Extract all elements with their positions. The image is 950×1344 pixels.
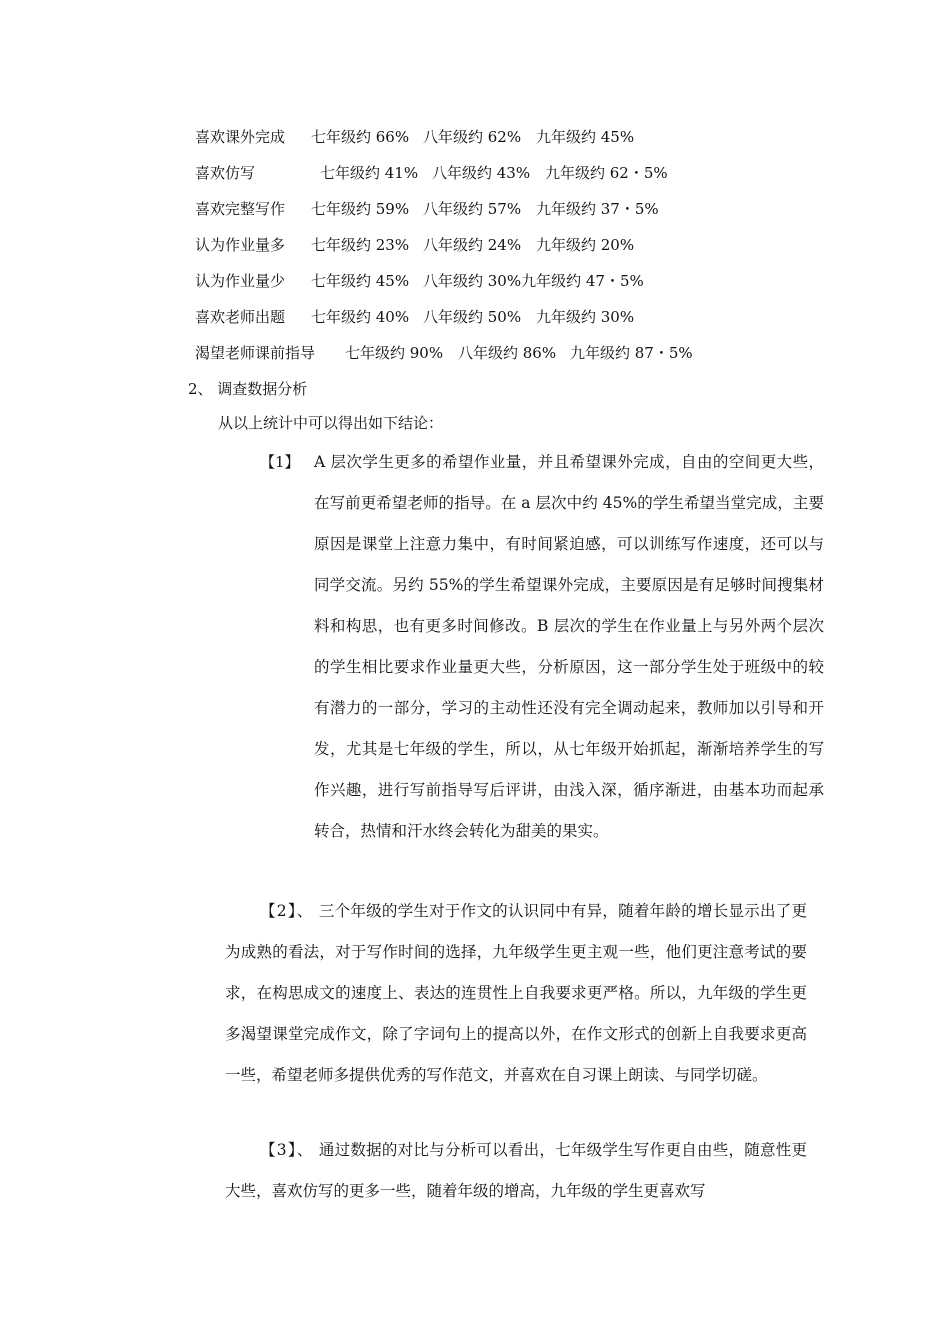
stat-grade7: 七年级约 40% [311,308,410,326]
stat-label: 喜欢仿写 [195,164,256,182]
stat-grade9: 九年级约 45% [536,128,635,146]
paragraph-marker: 【1】 [260,453,300,471]
stat-grade7: 七年级约 41% [320,164,419,182]
paragraph-marker: 【2】、 [260,902,314,920]
stat-label: 喜欢课外完成 [195,128,286,146]
stat-grade9: 九年级约 30% [536,308,635,326]
stat-grade9: 九年级约 20% [536,236,635,254]
paragraph-3-text: 通过数据的对比与分析可以看出，七年级学生写作更自由些，随意性更大些，喜欢仿写的更多一些，随着年级的增高，九年级的学生更喜欢写 [225,1141,807,1200]
stat-grade9: 九年级约 62・5% [545,164,668,182]
stat-grade8: 八年级约 62% [423,128,522,146]
stat-label: 认为作业量少 [195,272,286,290]
stat-label: 渴望老师课前指导 [195,344,316,362]
paragraph-1: A 层次学生更多的希望作业量，并且希望课外完成，自由的空间更大些，在写前更希望老师的指导。在 a 层次中约 45%的学生希望当堂完成，主要原因是课堂上注意力集中，有时间紧迫感，可以训练写作速度，还可以与同学交流。另约 55%的学生希望课外完成，主要原因是有足够时间搜集材料和构思，也有更多时间修改。B 层次的学生在作业量上与另外两个层次的学生相比要求作业量更大些，分析原因，这一部分学生处于班级中的较有潜力的一部分，学习的主动性还没有完全调动起来，教师加以引导和开发，尤其是七年级的学生，所以，从七年级开始抓起，渐渐培养学生的写作兴趣，进行写前指导写后评讲，由浅入深，循序渐进，由基本功而起承转合，热情和汗水终会转化为甜美的果实。 [314,453,824,840]
stat-label: 喜欢完整写作 [195,200,286,218]
paragraph-marker: 【3】、 [260,1141,314,1159]
stat-grade7: 七年级约 45% [311,272,410,290]
stat-grade8: 八年级约 50% [423,308,522,326]
stat-grade7: 七年级约 66% [311,128,410,146]
stat-grade8: 八年级约 43% [432,164,531,182]
stat-grade9: 九年级约 37・5% [536,200,659,218]
stat-label: 认为作业量多 [195,236,286,254]
paragraph-2-text: 三个年级的学生对于作文的认识同中有异，随着年龄的增长显示出了更为成熟的看法，对于写作时间的选择，九年级学生更主观一些，他们更注意考试的要求，在构思成文的速度上、表达的连贯性上自我要求更严格。所以，九年级的学生更多渴望课堂完成作文，除了字词句上的提高以外，在作文形式的创新上自我要求更高一些，希望老师多提供优秀的写作范文，并喜欢在自习课上朗读、与同学切磋。 [225,902,807,1084]
section-heading: 2、 调查数据分析 [188,380,308,398]
stat-grade8: 八年级约 24% [423,236,522,254]
stat-grade8: 八年级约 30%九年级约 47・5% [423,272,644,290]
stat-grade7: 七年级约 23% [311,236,410,254]
paragraph-2 [225,891,807,1096]
stat-grade9: 九年级约 87・5% [570,344,693,362]
intro-text: 从以上统计中可以得出如下结论： [218,414,444,432]
stat-grade8: 八年级约 57% [423,200,522,218]
stat-label: 喜欢老师出题 [195,308,286,326]
stat-grade7: 七年级约 59% [311,200,410,218]
stat-grade7: 七年级约 90% [345,344,444,362]
paragraph-3 [225,1130,807,1212]
stat-grade8: 八年级约 86% [458,344,557,362]
